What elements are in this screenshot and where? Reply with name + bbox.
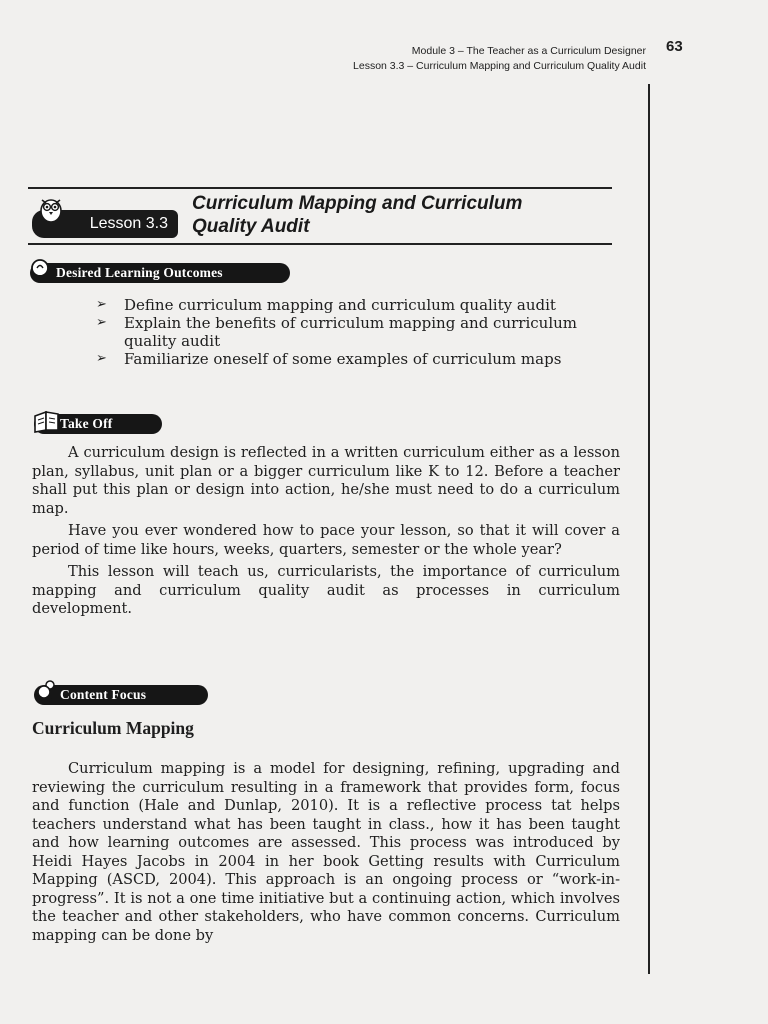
module-line: Module 3 – The Teacher as a Curriculum Designer <box>411 45 646 57</box>
list-item <box>96 314 626 350</box>
outcome-text: Explain the benefits of curriculum mapping and curriculum quality audit <box>124 314 578 350</box>
margin-rule <box>648 84 650 974</box>
content-focus-header <box>34 685 208 705</box>
running-header <box>200 44 646 74</box>
content-focus-body <box>32 760 620 949</box>
owl-icon <box>38 193 64 223</box>
lightbulb-icon <box>28 257 52 283</box>
content-focus-label: Content Focus <box>60 687 147 702</box>
outcome-text: Familiarize oneself of some examples of curriculum maps <box>124 350 562 368</box>
paragraph: A curriculum design is reflected in a written curriculum either as a lesson plan, syllabus, unit plan or a bigger curriculum like K to 12. Before a teacher shall put this plan or design into action, he/she must need to do a curriculum map. <box>32 444 620 517</box>
list-item <box>96 350 626 368</box>
lesson-badge-label: Lesson 3.3 <box>89 215 168 232</box>
arrow-bullet-icon: ➢ <box>96 297 107 312</box>
page-number: 63 <box>666 38 683 55</box>
title-rule-bottom <box>28 243 612 245</box>
list-item <box>96 296 626 314</box>
lesson-title <box>192 192 632 238</box>
lesson-title-line-1: Curriculum Mapping and Curriculum <box>192 193 523 214</box>
subheading-curriculum-mapping: Curriculum Mapping <box>32 718 194 738</box>
arrow-bullet-icon: ➢ <box>96 315 107 330</box>
outcomes-label: Desired Learning Outcomes <box>56 265 223 280</box>
take-off-label: Take Off <box>60 416 113 431</box>
lesson-title-line-2: Quality Audit <box>192 216 310 237</box>
book-icon <box>32 408 62 434</box>
title-rule-top <box>28 187 612 189</box>
lesson-line: Lesson 3.3 – Curriculum Mapping and Curriculum Quality Audit <box>353 60 646 72</box>
outcomes-header <box>30 263 290 283</box>
arrow-bullet-icon: ➢ <box>96 351 107 366</box>
paragraph: This lesson will teach us, curricularists, the importance of curriculum mapping and curriculum quality audit as processes in curriculum development. <box>32 563 620 617</box>
take-off-body <box>32 444 620 623</box>
take-off-header <box>34 414 162 434</box>
outcomes-list <box>96 296 626 368</box>
outcome-text: Define curriculum mapping and curriculum quality audit <box>124 296 556 314</box>
thinker-icon <box>32 679 60 707</box>
paragraph: Curriculum mapping is a model for designing, refining, upgrading and reviewing the curriculum resulting in a framework that provides form, focus and function (Hale and Dunlap, 2010). It is a reflective process tat helps teachers understand what has been taught in class., how it has been taught and how learning outcomes are assessed. This process was introduced by Heidi Hayes Jacobs in 2004 in her book Getting results with Curriculum Mapping (ASCD, 2004). This approach is an ongoing process or “work-in-progress”. It is not a one time initiative but a continuing action, which involves the teacher and other stakeholders, who have common concerns. Curriculum mapping can be done by <box>32 760 620 944</box>
paragraph: Have you ever wondered how to pace your lesson, so that it will cover a period of time like hours, weeks, quarters, semester or the whole year? <box>32 522 620 558</box>
